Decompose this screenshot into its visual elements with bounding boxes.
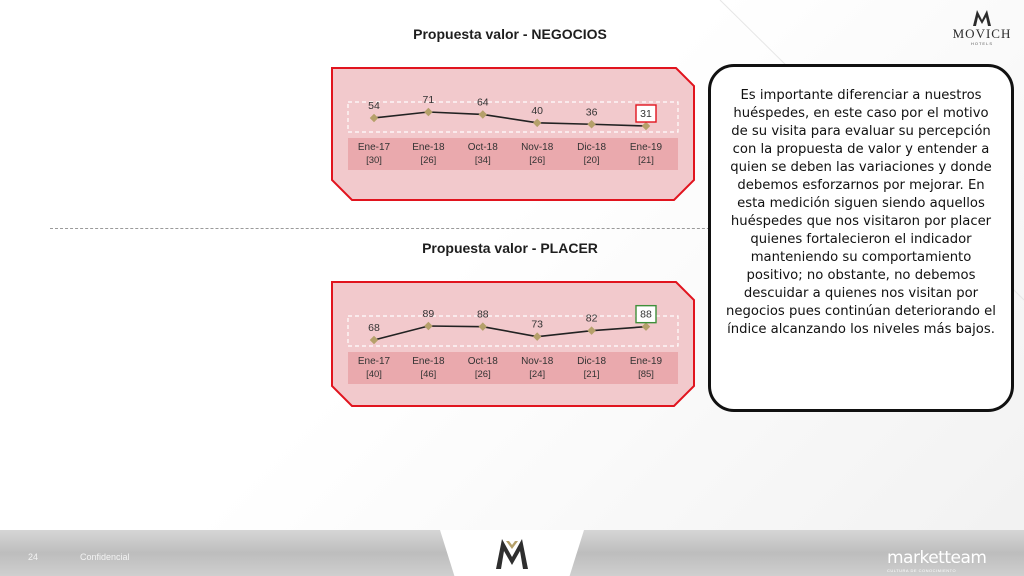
sample-size-label: [21] [638,155,654,166]
panel-shape [332,282,694,406]
sample-size-label: [26] [420,155,437,166]
value-label: 64 [476,96,489,109]
sample-size-label: [34] [474,155,491,166]
value-label: 31 [640,108,652,120]
value-label: 36 [585,106,598,119]
callout-text: Es importante diferenciar a nuestros huéspedes, en este caso por el motivo de su visita para evaluar su percepción con la propuesta de valor y entender a quien se deben las variaciones y donde debemos esforzarnos por mejorar. En esta medición siguen siendo aquellos huéspedes que nos visitaron por placer quienes fortalecieron el indicador manteniendo su comportamiento positivo; no obstante, no debemos descuidar a quienes nos visitan por negocios pues continúan deteriorando el índice alcanzando los niveles más bajos. [726,88,996,337]
chart-placer [330,280,696,410]
category-label: Ene-17 [357,356,391,367]
category-label: Oct-18 [467,356,498,367]
confidential-label: Confidencial [80,552,130,562]
value-label: 68 [368,322,380,334]
sample-size-label: [26] [529,155,546,166]
sample-size-label: [20] [583,155,600,166]
category-label: Ene-19 [629,142,663,153]
section-divider [50,228,740,229]
sample-size-label: [40] [366,369,382,380]
sample-size-label: [30] [366,155,382,166]
chart-title-placer: Propuesta valor - PLACER [422,240,598,256]
category-label: Dic-18 [577,142,607,153]
movich-crown-icon [942,8,1022,28]
value-label: 73 [531,318,544,331]
sample-size-label: [85] [638,369,654,380]
value-label: 40 [531,104,544,117]
category-band [348,352,678,384]
category-label: Oct-18 [467,142,498,153]
category-label: Ene-19 [629,356,663,367]
value-label: 71 [422,94,435,106]
chart-title-negocios: Propuesta valor - NEGOCIOS [413,26,607,42]
value-label: 88 [640,308,652,321]
sample-size-label: [24] [529,369,546,380]
movich-monogram-icon [492,535,532,571]
category-band [348,138,678,170]
value-label: 82 [585,312,598,325]
chart-panel-negocios [330,66,696,206]
logo-name: MOVICH [952,26,1012,41]
marketteam-brand: marketteam [887,548,987,568]
page-number: 24 [28,552,39,562]
panel-shape [332,68,694,200]
sample-size-label: [21] [583,369,600,380]
chart-negocios [330,66,696,206]
category-label: Ene-18 [412,356,445,367]
insight-callout [708,64,1014,412]
category-label: Nov-18 [521,142,554,153]
value-label: 88 [476,308,489,321]
value-label: 89 [422,308,435,320]
sample-size-label: [46] [420,369,437,380]
category-label: Dic-18 [577,356,607,367]
category-label: Nov-18 [521,356,554,367]
logo-subtitle: HOTELS [970,41,993,46]
sample-size-label: [26] [474,369,491,380]
value-label: 54 [368,99,380,112]
category-label: Ene-18 [412,142,445,153]
chart-panel-placer [330,280,696,420]
marketteam-tagline: CULTURA DE CONOCIMIENTO [887,568,957,573]
movich-logo [942,8,1022,48]
category-label: Ene-17 [357,142,391,153]
